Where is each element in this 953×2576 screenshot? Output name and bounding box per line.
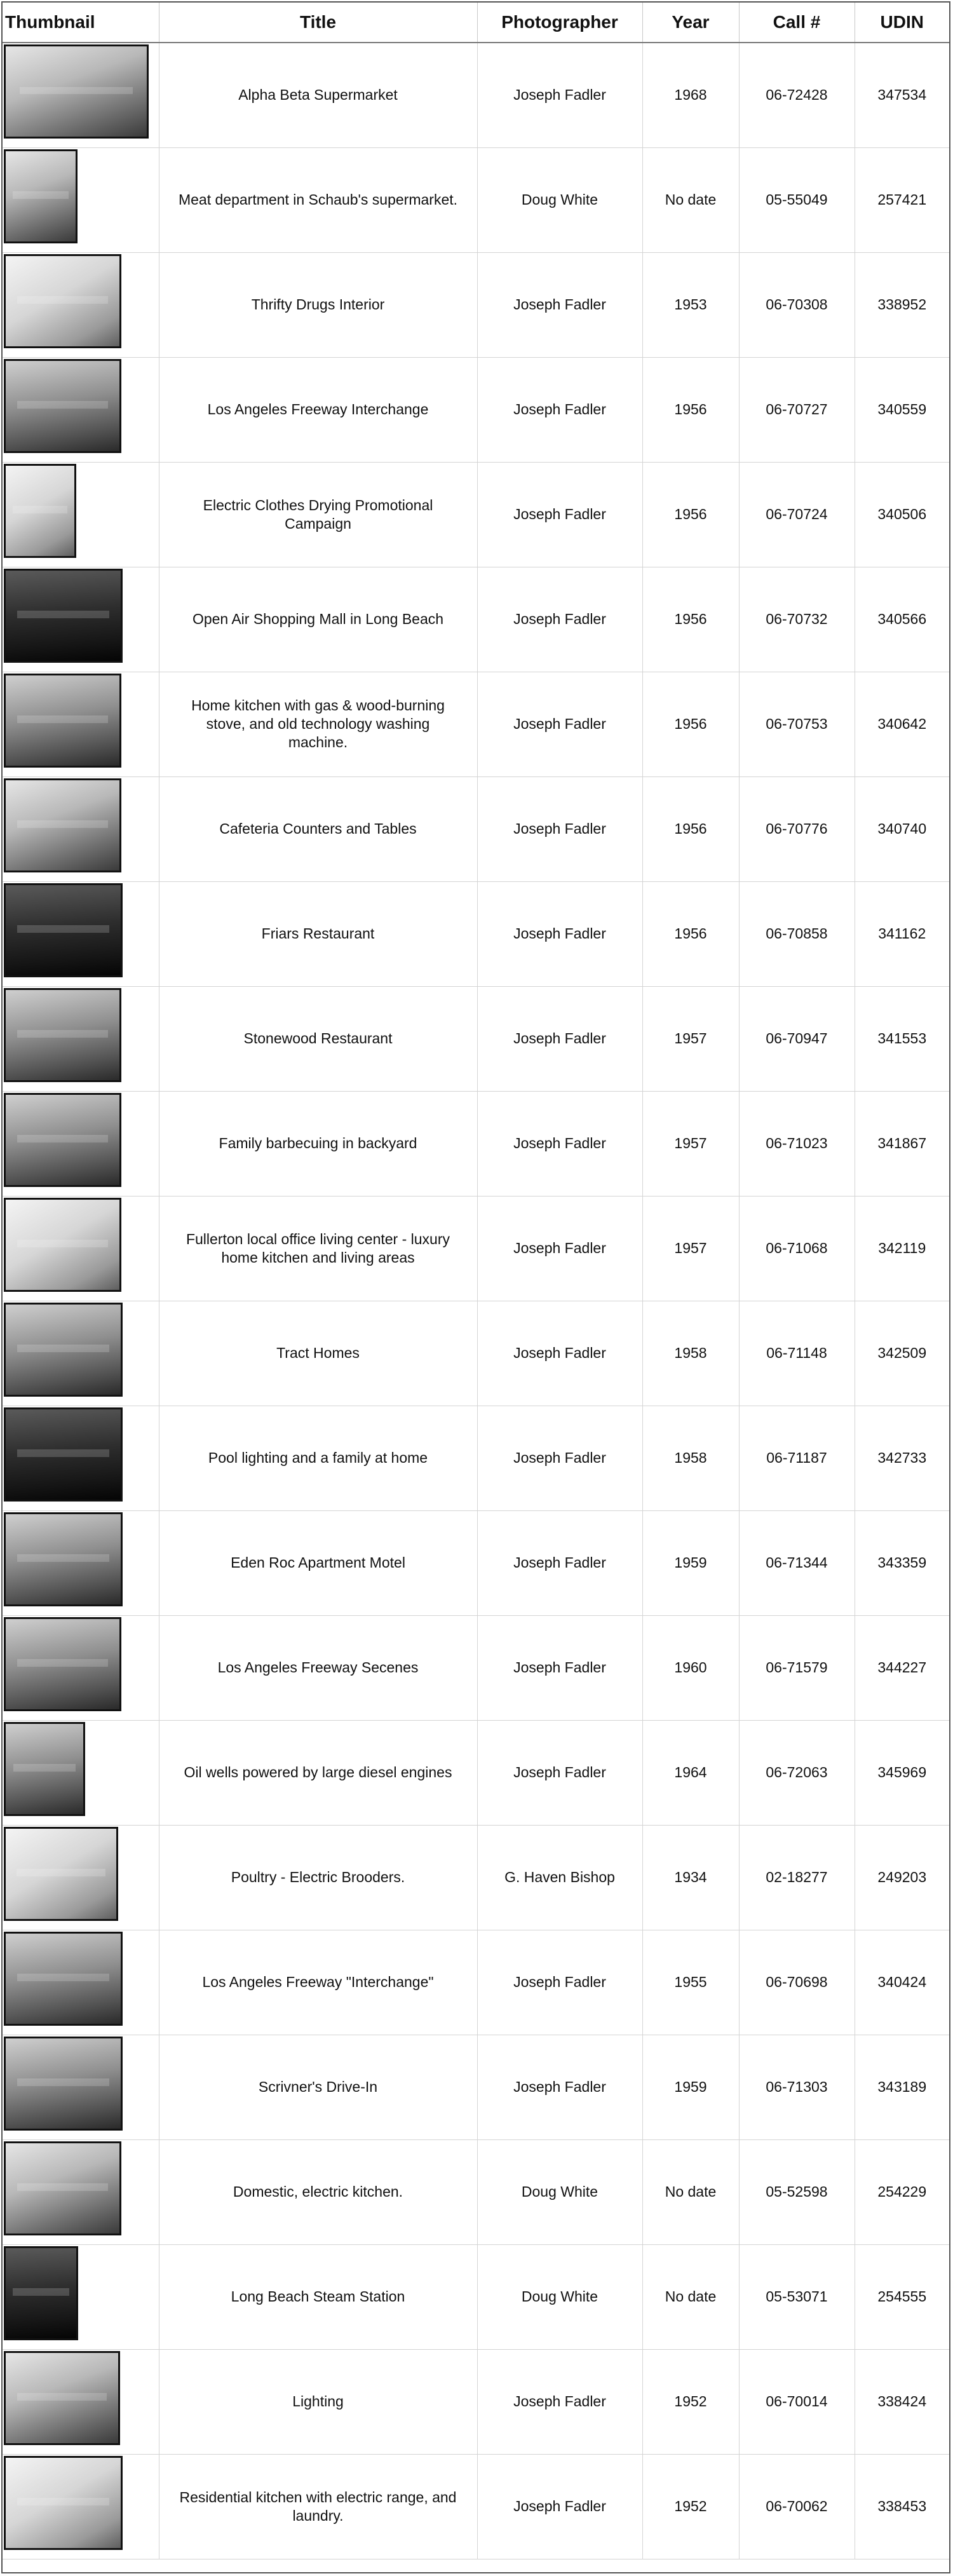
table-row bbox=[3, 2035, 949, 2139]
table-row bbox=[3, 1091, 949, 1196]
thumbnail-cell bbox=[3, 2454, 159, 2559]
photographer-cell: Joseph Fadler bbox=[477, 776, 642, 881]
call-number-cell: 06-71068 bbox=[739, 1196, 855, 1301]
year-cell: 1952 bbox=[642, 2454, 739, 2559]
photographer-cell: Joseph Fadler bbox=[477, 881, 642, 986]
thumbnail-cell bbox=[3, 147, 159, 252]
photographer-cell: Joseph Fadler bbox=[477, 462, 642, 567]
freeway-traffic-photo-icon[interactable] bbox=[4, 1617, 121, 1711]
thumbnail-cell bbox=[3, 776, 159, 881]
photographer-cell: Joseph Fadler bbox=[477, 43, 642, 147]
udin-cell: 342509 bbox=[855, 1301, 949, 1406]
table-header-row bbox=[3, 3, 949, 43]
clothes-dryer-photo-icon[interactable] bbox=[4, 464, 76, 558]
title-cell: Los Angeles Freeway "Interchange" bbox=[159, 1930, 477, 2035]
residential-kitchen-photo-icon[interactable] bbox=[4, 2456, 123, 2550]
year-cell: 1953 bbox=[642, 252, 739, 357]
title-cell: Home kitchen with gas & wood-burning stove, and old technology washing machine. bbox=[159, 672, 477, 776]
photographer-cell: Joseph Fadler bbox=[477, 252, 642, 357]
thumbnail-cell bbox=[3, 1825, 159, 1930]
photographer-cell: Joseph Fadler bbox=[477, 1196, 642, 1301]
thumbnail-cell bbox=[3, 567, 159, 672]
title-cell: Residential kitchen with electric range, and laundry. bbox=[159, 2454, 477, 2559]
restaurant-interior-photo-icon[interactable] bbox=[4, 988, 121, 1082]
year-cell: 1957 bbox=[642, 986, 739, 1091]
year-cell: 1957 bbox=[642, 1196, 739, 1301]
title-cell: Electric Clothes Drying Promotional Campaign bbox=[159, 462, 477, 567]
thumbnail-cell bbox=[3, 1301, 159, 1406]
year-cell: 1959 bbox=[642, 1510, 739, 1615]
column-header-thumbnail: Thumbnail bbox=[3, 3, 159, 43]
electric-kitchen-photo-icon[interactable] bbox=[4, 2141, 121, 2235]
table-row bbox=[3, 1196, 949, 1301]
title-cell: Alpha Beta Supermarket bbox=[159, 43, 477, 147]
luxury-kitchen-photo-icon[interactable] bbox=[4, 1198, 121, 1292]
udin-cell: 343189 bbox=[855, 2035, 949, 2139]
udin-cell: 344227 bbox=[855, 1615, 949, 1720]
year-cell: 1960 bbox=[642, 1615, 739, 1720]
year-cell: 1964 bbox=[642, 1720, 739, 1825]
call-number-cell: 06-70062 bbox=[739, 2454, 855, 2559]
udin-cell: 347534 bbox=[855, 43, 949, 147]
photographer-cell: Joseph Fadler bbox=[477, 1720, 642, 1825]
year-cell: 1956 bbox=[642, 357, 739, 462]
freeway-interchange-photo-icon[interactable] bbox=[4, 1932, 123, 2026]
supermarket-aisle-photo-icon[interactable] bbox=[4, 44, 149, 139]
thumbnail-cell bbox=[3, 357, 159, 462]
photo-catalog-frame bbox=[1, 1, 950, 2573]
call-number-cell: 06-72428 bbox=[739, 43, 855, 147]
photographer-cell: Joseph Fadler bbox=[477, 2035, 642, 2139]
udin-cell: 338952 bbox=[855, 252, 949, 357]
call-number-cell: 06-71344 bbox=[739, 1510, 855, 1615]
drugstore-interior-photo-icon[interactable] bbox=[4, 254, 121, 348]
photographer-cell: Joseph Fadler bbox=[477, 1510, 642, 1615]
cafeteria-photo-icon[interactable] bbox=[4, 778, 121, 872]
shopping-mall-photo-icon[interactable] bbox=[4, 569, 123, 663]
thumbnail-cell bbox=[3, 1720, 159, 1825]
title-cell: Scrivner's Drive-In bbox=[159, 2035, 477, 2139]
photographer-cell: Joseph Fadler bbox=[477, 1301, 642, 1406]
call-number-cell: 06-70732 bbox=[739, 567, 855, 672]
year-cell: 1968 bbox=[642, 43, 739, 147]
year-cell: 1958 bbox=[642, 1406, 739, 1510]
title-cell: Domestic, electric kitchen. bbox=[159, 2139, 477, 2244]
table-row bbox=[3, 567, 949, 672]
home-kitchen-photo-icon[interactable] bbox=[4, 674, 121, 768]
call-number-cell: 05-55049 bbox=[739, 147, 855, 252]
thumbnail-cell bbox=[3, 672, 159, 776]
call-number-cell: 06-70753 bbox=[739, 672, 855, 776]
table-row bbox=[3, 672, 949, 776]
restaurant-night-sign-photo-icon[interactable] bbox=[4, 883, 123, 977]
udin-cell: 338453 bbox=[855, 2454, 949, 2559]
title-cell: Stonewood Restaurant bbox=[159, 986, 477, 1091]
udin-cell: 342733 bbox=[855, 1406, 949, 1510]
call-number-cell: 06-72063 bbox=[739, 1720, 855, 1825]
udin-cell: 341162 bbox=[855, 881, 949, 986]
thumbnail-cell bbox=[3, 881, 159, 986]
photographer-cell: Doug White bbox=[477, 147, 642, 252]
call-number-cell: 06-70947 bbox=[739, 986, 855, 1091]
call-number-cell: 06-71148 bbox=[739, 1301, 855, 1406]
title-cell: Thrifty Drugs Interior bbox=[159, 252, 477, 357]
title-cell: Oil wells powered by large diesel engines bbox=[159, 1720, 477, 1825]
thumbnail-cell bbox=[3, 2035, 159, 2139]
call-number-cell: 05-53071 bbox=[739, 2244, 855, 2349]
photographer-cell: Joseph Fadler bbox=[477, 357, 642, 462]
table-row bbox=[3, 1720, 949, 1825]
table-body bbox=[3, 43, 949, 2559]
udin-cell: 341867 bbox=[855, 1091, 949, 1196]
title-cell: Los Angeles Freeway Interchange bbox=[159, 357, 477, 462]
thumbnail-cell bbox=[3, 986, 159, 1091]
title-cell: Los Angeles Freeway Secenes bbox=[159, 1615, 477, 1720]
table-row bbox=[3, 357, 949, 462]
backyard-barbecue-photo-icon[interactable] bbox=[4, 1093, 121, 1187]
year-cell: 1952 bbox=[642, 2349, 739, 2454]
udin-cell: 254229 bbox=[855, 2139, 949, 2244]
thumbnail-cell bbox=[3, 2139, 159, 2244]
photographer-cell: G. Haven Bishop bbox=[477, 1825, 642, 1930]
table-row bbox=[3, 43, 949, 147]
column-header-year: Year bbox=[642, 3, 739, 43]
title-cell: Meat department in Schaub's supermarket. bbox=[159, 147, 477, 252]
thumbnail-cell bbox=[3, 1510, 159, 1615]
thumbnail-cell bbox=[3, 252, 159, 357]
column-header-udin: UDIN bbox=[855, 3, 949, 43]
udin-cell: 340566 bbox=[855, 567, 949, 672]
photographer-cell: Joseph Fadler bbox=[477, 986, 642, 1091]
call-number-cell: 06-71579 bbox=[739, 1615, 855, 1720]
call-number-cell: 05-52598 bbox=[739, 2139, 855, 2244]
call-number-cell: 06-70727 bbox=[739, 357, 855, 462]
column-header-call-number: Call # bbox=[739, 3, 855, 43]
tract-homes-photo-icon[interactable] bbox=[4, 1303, 123, 1397]
photographer-cell: Joseph Fadler bbox=[477, 1615, 642, 1720]
photo-catalog-table bbox=[3, 3, 949, 2559]
udin-cell: 345969 bbox=[855, 1720, 949, 1825]
poultry-farm-photo-icon[interactable] bbox=[4, 1827, 118, 1921]
table-row bbox=[3, 1301, 949, 1406]
pool-lighting-photo-icon[interactable] bbox=[4, 1407, 123, 1502]
photographer-cell: Joseph Fadler bbox=[477, 2349, 642, 2454]
udin-cell: 340642 bbox=[855, 672, 949, 776]
thumbnail-cell bbox=[3, 1091, 159, 1196]
photographer-cell: Joseph Fadler bbox=[477, 1930, 642, 2035]
table-row bbox=[3, 1615, 949, 1720]
udin-cell: 340559 bbox=[855, 357, 949, 462]
year-cell: 1956 bbox=[642, 881, 739, 986]
title-cell: Family barbecuing in backyard bbox=[159, 1091, 477, 1196]
photographer-cell: Joseph Fadler bbox=[477, 1091, 642, 1196]
call-number-cell: 06-71023 bbox=[739, 1091, 855, 1196]
udin-cell: 254555 bbox=[855, 2244, 949, 2349]
year-cell: 1958 bbox=[642, 1301, 739, 1406]
title-cell: Fullerton local office living center - luxury home kitchen and living areas bbox=[159, 1196, 477, 1301]
year-cell: No date bbox=[642, 147, 739, 252]
table-row bbox=[3, 986, 949, 1091]
udin-cell: 338424 bbox=[855, 2349, 949, 2454]
call-number-cell: 06-71303 bbox=[739, 2035, 855, 2139]
call-number-cell: 06-71187 bbox=[739, 1406, 855, 1510]
motel-room-photo-icon[interactable] bbox=[4, 1512, 123, 1606]
udin-cell: 342119 bbox=[855, 1196, 949, 1301]
year-cell: 1956 bbox=[642, 776, 739, 881]
thumbnail-cell bbox=[3, 1196, 159, 1301]
thumbnail-cell bbox=[3, 43, 159, 147]
year-cell: No date bbox=[642, 2244, 739, 2349]
table-row bbox=[3, 2454, 949, 2559]
call-number-cell: 06-70724 bbox=[739, 462, 855, 567]
title-cell: Pool lighting and a family at home bbox=[159, 1406, 477, 1510]
table-row bbox=[3, 881, 949, 986]
call-number-cell: 02-18277 bbox=[739, 1825, 855, 1930]
drive-in-photo-icon[interactable] bbox=[4, 2037, 123, 2131]
table-row bbox=[3, 1510, 949, 1615]
meat-counter-photo-icon[interactable] bbox=[4, 149, 78, 243]
steam-station-photo-icon[interactable] bbox=[4, 2246, 78, 2340]
photographer-cell: Joseph Fadler bbox=[477, 1406, 642, 1510]
call-number-cell: 06-70308 bbox=[739, 252, 855, 357]
udin-cell: 257421 bbox=[855, 147, 949, 252]
table-row bbox=[3, 462, 949, 567]
table-row bbox=[3, 2349, 949, 2454]
udin-cell: 249203 bbox=[855, 1825, 949, 1930]
thumbnail-cell bbox=[3, 2244, 159, 2349]
title-cell: Cafeteria Counters and Tables bbox=[159, 776, 477, 881]
table-row bbox=[3, 147, 949, 252]
table-row bbox=[3, 252, 949, 357]
table-row bbox=[3, 2244, 949, 2349]
column-header-photographer: Photographer bbox=[477, 3, 642, 43]
thumbnail-cell bbox=[3, 462, 159, 567]
table-row bbox=[3, 1930, 949, 2035]
title-cell: Poultry - Electric Brooders. bbox=[159, 1825, 477, 1930]
title-cell: Tract Homes bbox=[159, 1301, 477, 1406]
call-number-cell: 06-70698 bbox=[739, 1930, 855, 2035]
udin-cell: 343359 bbox=[855, 1510, 949, 1615]
year-cell: 1956 bbox=[642, 462, 739, 567]
table-row bbox=[3, 1406, 949, 1510]
year-cell: No date bbox=[642, 2139, 739, 2244]
udin-cell: 341553 bbox=[855, 986, 949, 1091]
photographer-cell: Joseph Fadler bbox=[477, 672, 642, 776]
oil-well-photo-icon[interactable] bbox=[4, 1722, 85, 1816]
thumbnail-cell bbox=[3, 2349, 159, 2454]
table-row bbox=[3, 776, 949, 881]
title-cell: Friars Restaurant bbox=[159, 881, 477, 986]
year-cell: 1959 bbox=[642, 2035, 739, 2139]
call-number-cell: 06-70858 bbox=[739, 881, 855, 986]
year-cell: 1956 bbox=[642, 672, 739, 776]
title-cell: Lighting bbox=[159, 2349, 477, 2454]
year-cell: 1934 bbox=[642, 1825, 739, 1930]
udin-cell: 340424 bbox=[855, 1930, 949, 2035]
store-lighting-photo-icon[interactable] bbox=[4, 2351, 120, 2445]
thumbnail-cell bbox=[3, 1615, 159, 1720]
table-row bbox=[3, 1825, 949, 1930]
thumbnail-cell bbox=[3, 1406, 159, 1510]
column-header-title: Title bbox=[159, 3, 477, 43]
call-number-cell: 06-70014 bbox=[739, 2349, 855, 2454]
title-cell: Open Air Shopping Mall in Long Beach bbox=[159, 567, 477, 672]
title-cell: Long Beach Steam Station bbox=[159, 2244, 477, 2349]
photographer-cell: Doug White bbox=[477, 2244, 642, 2349]
title-cell: Eden Roc Apartment Motel bbox=[159, 1510, 477, 1615]
year-cell: 1956 bbox=[642, 567, 739, 672]
thumbnail-cell bbox=[3, 1930, 159, 2035]
photographer-cell: Joseph Fadler bbox=[477, 2454, 642, 2559]
photographer-cell: Joseph Fadler bbox=[477, 567, 642, 672]
year-cell: 1957 bbox=[642, 1091, 739, 1196]
year-cell: 1955 bbox=[642, 1930, 739, 2035]
udin-cell: 340740 bbox=[855, 776, 949, 881]
table-row bbox=[3, 2139, 949, 2244]
photographer-cell: Doug White bbox=[477, 2139, 642, 2244]
freeway-aerial-photo-icon[interactable] bbox=[4, 359, 121, 453]
udin-cell: 340506 bbox=[855, 462, 949, 567]
call-number-cell: 06-70776 bbox=[739, 776, 855, 881]
